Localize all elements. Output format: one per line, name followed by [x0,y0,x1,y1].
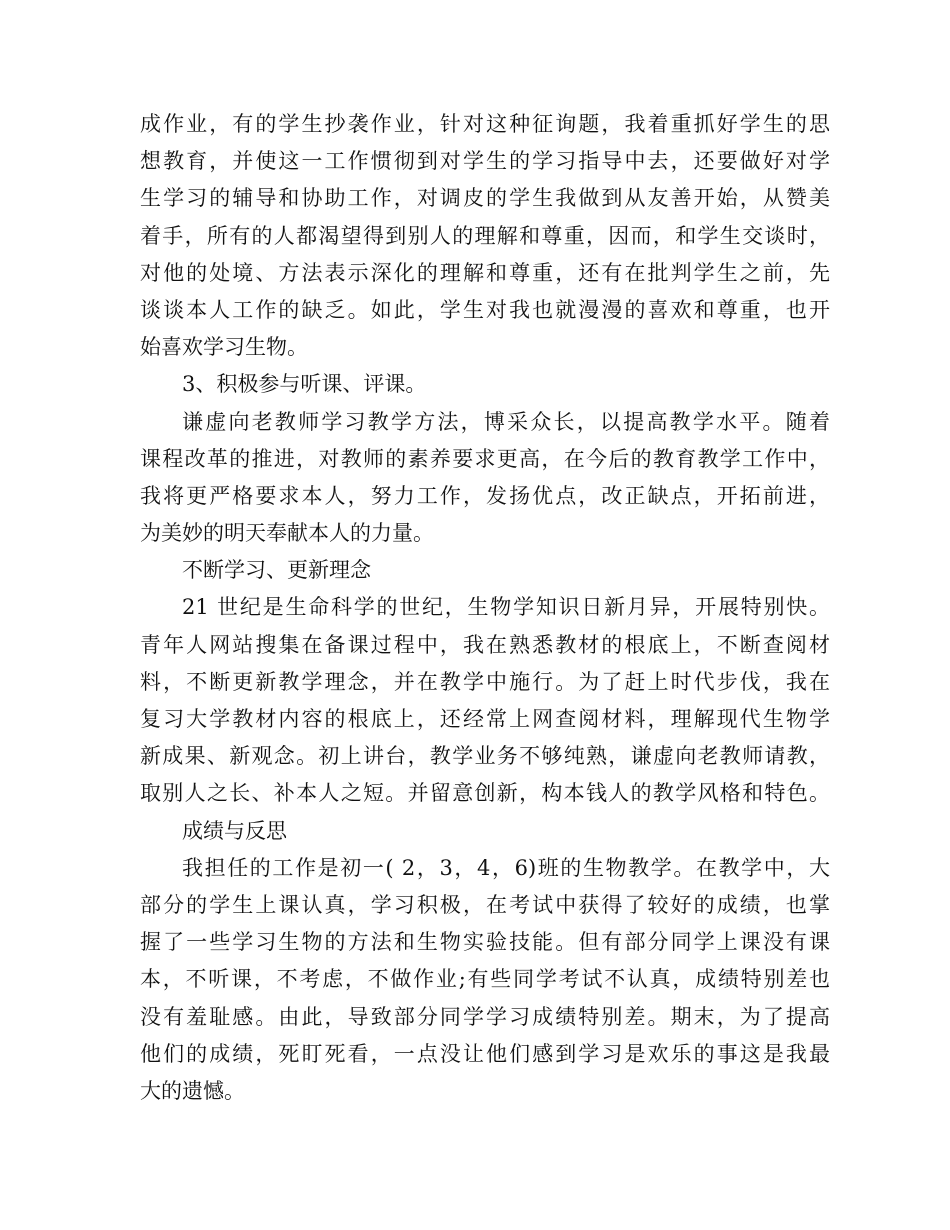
text-line: 新成果、新观念。初上讲台，教学业务不够纯熟，谦虚向老教师请教， [140,744,830,769]
text-line: 生学习的辅导和协助工作，对调皮的学生我做到从友善开始，从赞美 [140,186,830,211]
text-line: 谦虚向老教师学习教学方法，博采众长，以提高教学水平。随着 [182,409,830,434]
text-line: 我担任的工作是初一( 2，3，4，6)班的生物教学。在教学中，大 [182,855,830,880]
text-line: 成作业，有的学生抄袭作业，针对这种征询题，我着重抓好学生的思 [140,112,830,136]
text-line: 对他的处境、方法表示深化的理解和尊重，还有在批判学生之前，先 [140,260,830,285]
text-line: 料，不断更新教学理念，并在教学中施行。为了赶上时代步伐，我在 [140,669,830,694]
section-heading: 成绩与反思 [182,818,287,843]
text-line: 没有羞耻感。由此，导致部分同学学习成绩特别差。期末，为了提高 [140,1004,830,1029]
text-line: 大的遗憾。 [140,1078,245,1103]
text-line: 着手，所有的人都渴望得到别人的理解和尊重，因而，和学生交谈时， [140,223,830,248]
text-line: 为美妙的明天奉献本人的力量。 [140,521,434,546]
section-heading: 3、积极参与听课、评课。 [182,372,427,397]
text-line: 握了一些学习生物的方法和生物实验技能。但有部分同学上课没有课 [140,930,830,955]
text-line: 谈谈本人工作的缺乏。如此，学生对我也就漫漫的喜欢和尊重，也开 [140,297,830,322]
text-line: 本，不听课，不考虑，不做作业;有些同学考试不认真，成绩特别差也 [140,967,830,992]
text-line: 他们的成绩，死盯死看，一点没让他们感到学习是欢乐的事这是我最 [140,1041,830,1066]
text-line: 始喜欢学习生物。 [140,335,308,360]
text-line: 部分的学生上课认真，学习积极，在考试中获得了较好的成绩，也掌 [140,892,830,917]
text-line: 课程改革的推进，对教师的素养要求更高，在今后的教育教学工作中， [140,446,830,471]
text-line: 取别人之长、补本人之短。并留意创新，构本钱人的教学风格和特色。 [140,781,830,806]
text-line: 想教育，并使这一工作惯彻到对学生的学习指导中去，还要做好对学 [140,149,830,174]
text-line: 21 世纪是生命科学的世纪，生物学知识日新月异，开展特别快。 [182,595,830,620]
text-line: 我将更严格要求本人，努力工作，发扬优点，改正缺点，开拓前进， [140,483,830,508]
section-heading: 不断学习、更新理念 [182,558,371,583]
text-line: 青年人网站搜集在备课过程中，我在熟悉教材的根底上，不断查阅材 [140,632,830,657]
body-text [140,106,830,1110]
text-line: 复习大学教材内容的根底上，还经常上网查阅材料，理解现代生物学 [140,707,830,731]
